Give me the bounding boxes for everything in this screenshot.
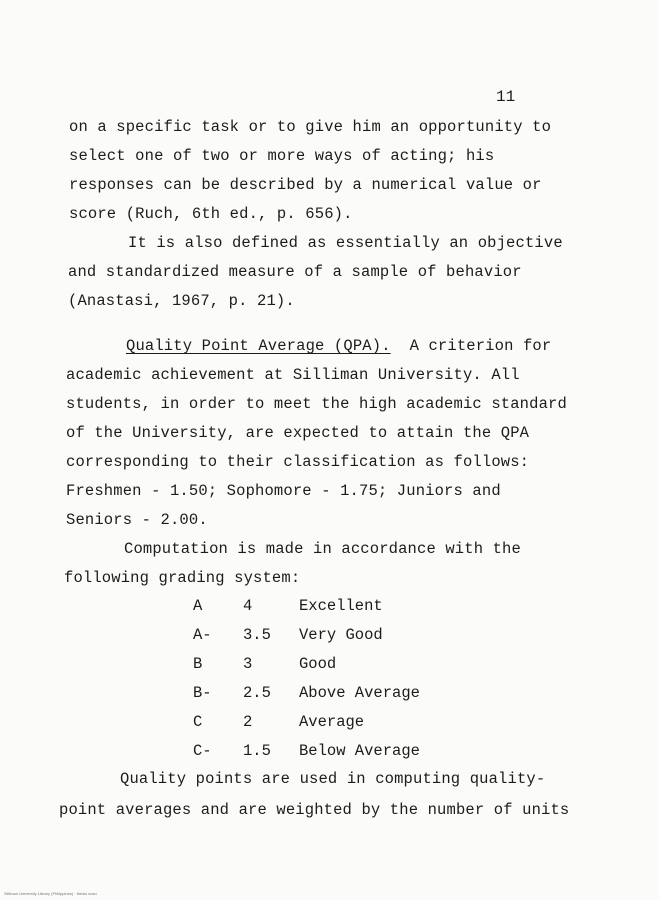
grade-description: Above Average (299, 684, 420, 702)
scan-footer: Silliman University Library (Philippines) · thesis scan (4, 891, 97, 896)
grade-description: Very Good (299, 626, 383, 644)
grade-description: Average (299, 713, 365, 731)
grade-points: 2.5 (243, 684, 271, 702)
grade-letter: C (193, 713, 203, 731)
body-line: score (Ruch, 6th ed., p. 656). (69, 205, 353, 223)
qpa-line: of the University, are expected to attain the QPA (66, 424, 530, 442)
qpa-line: academic achievement at Silliman University. All (66, 366, 520, 384)
qpa-line: Seniors - 2.00. (66, 511, 208, 529)
body-line: select one of two or more ways of acting; his (69, 147, 495, 165)
qpa-term: Quality Point Average (QPA). (126, 337, 391, 355)
body-line: and standardized measure of a sample of behavior (68, 263, 522, 281)
qpa-line: students, in order to meet the high academic standard (66, 395, 567, 413)
grade-description: Good (299, 655, 337, 673)
grade-description: Excellent (299, 597, 383, 615)
qpa-first-line-rest: A criterion for (409, 337, 552, 355)
qpa-heading-line (126, 337, 551, 355)
grade-points: 1.5 (243, 742, 271, 760)
grade-points: 3.5 (243, 626, 271, 644)
computation-line: following grading system: (64, 569, 301, 587)
grade-description: Below Average (299, 742, 420, 760)
closing-line: Quality points are used in computing quality- (120, 770, 546, 788)
grade-points: 3 (243, 655, 253, 673)
computation-line: Computation is made in accordance with the (124, 540, 521, 558)
grade-letter: C- (193, 742, 212, 760)
closing-line: point averages and are weighted by the number of units (59, 801, 570, 819)
grade-points: 4 (243, 597, 253, 615)
body-line: It is also defined as essentially an objective (128, 234, 563, 252)
qpa-line: Freshmen - 1.50; Sophomore - 1.75; Juniors and (66, 482, 501, 500)
body-line: (Anastasi, 1967, p. 21). (68, 292, 295, 310)
grade-letter: B (193, 655, 203, 673)
grade-letter: A- (193, 626, 212, 644)
qpa-line: corresponding to their classification as follows: (66, 453, 530, 471)
page-number: 11 (496, 88, 516, 106)
body-line: on a specific task or to give him an opportunity to (69, 118, 552, 136)
grade-letter: A (193, 597, 203, 615)
grade-points: 2 (243, 713, 253, 731)
grade-letter: B- (193, 684, 212, 702)
body-line: responses can be described by a numerical value or (69, 176, 542, 194)
